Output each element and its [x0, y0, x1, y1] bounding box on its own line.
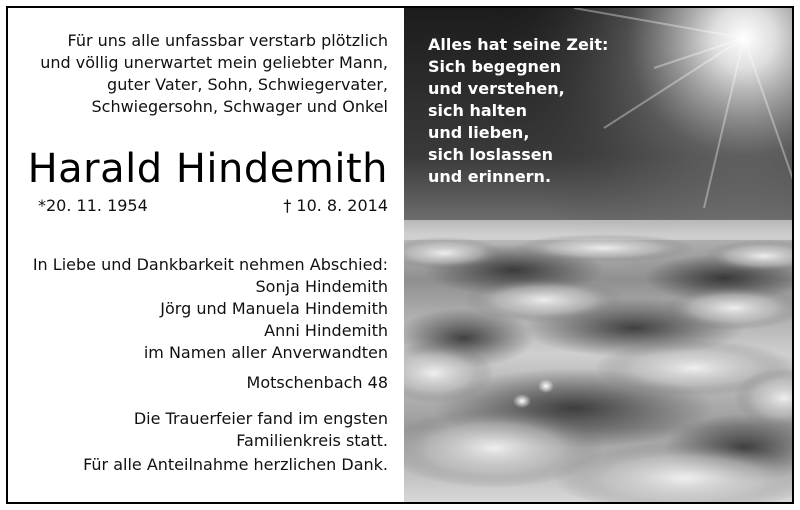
farewell-block [33, 254, 388, 364]
deceased-name: Harald Hindemith [27, 146, 388, 192]
quote-line: sich halten [428, 101, 528, 120]
quote-line: sich loslassen [428, 145, 554, 164]
service-line: Familienkreis statt. [236, 431, 388, 450]
service-note [134, 408, 388, 452]
farewell-line: Jörg und Manuela Hindemith [160, 299, 388, 318]
service-line: Die Trauerfeier fand im engsten [133, 409, 388, 428]
quote-line: Sich begegnen [428, 57, 562, 76]
death-date: † 10. 8. 2014 [283, 196, 388, 215]
address: Motschenbach 48 [246, 373, 388, 392]
farewell-line: im Namen aller Anverwandten [143, 343, 388, 362]
thanks-note: Für alle Anteilnahme herzlichen Dank. [83, 455, 388, 474]
sun-reflection [538, 379, 554, 393]
intro-line: guter Vater, Sohn, Schwiegervater, [107, 75, 388, 94]
birth-date: *20. 11. 1954 [38, 196, 148, 215]
intro-line: Schwiegersohn, Schwager und Onkel [91, 97, 388, 116]
farewell-line: Sonja Hindemith [255, 277, 388, 296]
obituary-text-column [8, 8, 404, 502]
obituary-card [6, 6, 794, 504]
quote-line: und lieben, [428, 123, 530, 142]
intro-text [40, 30, 388, 118]
quote-line: und verstehen, [428, 79, 565, 98]
clouds-photo [404, 8, 792, 502]
sun-reflection [513, 394, 531, 408]
farewell-line: Anni Hindemith [264, 321, 388, 340]
intro-line: und völlig unerwartet mein geliebter Mann, [40, 53, 388, 72]
intro-line: Für uns alle unfassbar verstarb plötzlich [67, 31, 388, 50]
farewell-line: In Liebe und Dankbarkeit nehmen Abschied: [32, 255, 388, 274]
quote-line: Alles hat seine Zeit: [428, 35, 609, 54]
quote-text [428, 34, 608, 188]
quote-line: und erinnern. [428, 167, 552, 186]
